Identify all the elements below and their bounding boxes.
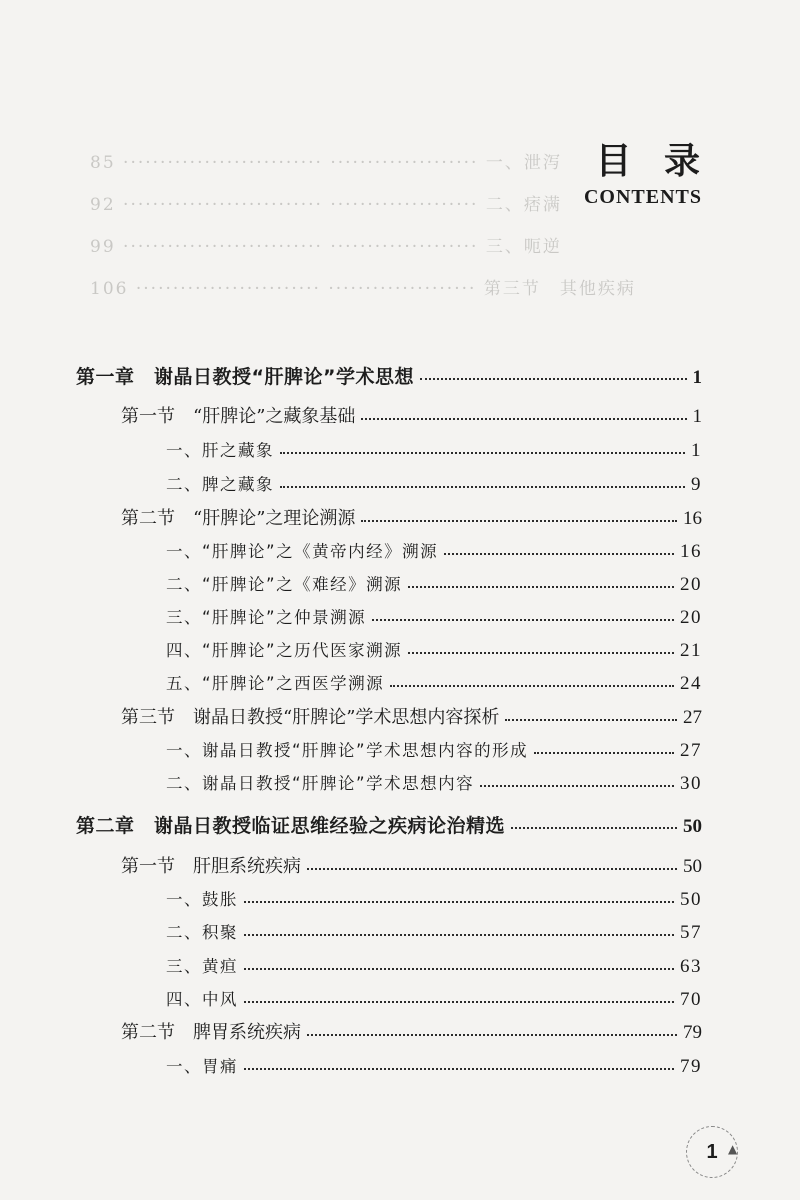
bleed-through-text: 92 ··························· ···················· 二、痞满 — [90, 195, 562, 215]
toc-page-number: 50 — [680, 889, 702, 910]
toc-label: 一、胃痛 — [166, 1057, 238, 1076]
dot-leader — [534, 752, 674, 754]
toc-page-number: 9 — [691, 474, 702, 495]
toc-label: 一、“肝脾论”之《黄帝内经》溯源 — [166, 542, 439, 561]
toc-page-number: 27 — [683, 707, 702, 728]
toc-page-number: 1 — [692, 406, 702, 427]
toc-entry-item[interactable] — [166, 885, 702, 915]
toc-label: 第三节 谢晶日教授“肝脾论”学术思想内容探析 — [121, 707, 500, 728]
toc-label: 第一节 肝胆系统疾病 — [121, 856, 301, 877]
toc-page-number: 20 — [680, 574, 702, 595]
toc-entry-item[interactable] — [166, 736, 702, 766]
toc-entry-section[interactable] — [121, 703, 702, 733]
toc-page-number: 27 — [680, 740, 702, 761]
dot-leader — [244, 901, 674, 903]
dot-leader — [505, 719, 677, 721]
toc-entry-item[interactable] — [166, 769, 702, 799]
toc-entry-item[interactable] — [166, 603, 702, 633]
toc-entry-item[interactable] — [166, 470, 702, 500]
toc-label: 一、鼓胀 — [166, 890, 238, 909]
toc-entry-section[interactable] — [121, 504, 702, 534]
toc-label: 第二章 谢晶日教授临证思维经验之疾病论治精选 — [76, 815, 506, 837]
toc-label: 三、黄疸 — [166, 957, 238, 976]
toc-entry-section[interactable] — [121, 1018, 702, 1048]
toc-entry-item[interactable] — [166, 537, 702, 567]
toc-page-number: 24 — [680, 673, 702, 694]
toc-label: 三、“肝脾论”之仲景溯源 — [166, 608, 367, 627]
toc-page-number: 1 — [692, 367, 702, 388]
dot-leader — [244, 1068, 674, 1070]
toc-entry-item[interactable] — [166, 918, 702, 948]
toc-page-number: 16 — [683, 508, 702, 529]
toc-label: 二、“肝脾论”之《难经》溯源 — [166, 575, 403, 594]
dot-leader — [361, 418, 686, 420]
dot-leader — [420, 378, 687, 380]
toc-entry-section[interactable] — [121, 852, 702, 882]
dot-leader — [244, 1001, 674, 1003]
toc-entry-item[interactable] — [166, 570, 702, 600]
dot-leader — [511, 827, 677, 829]
toc-entry-chapter[interactable] — [76, 362, 702, 392]
toc-label: 第二节 脾胃系统疾病 — [121, 1022, 301, 1043]
dot-leader — [307, 868, 677, 870]
dot-leader — [408, 586, 674, 588]
arrow-icon: ▲ — [728, 1142, 738, 1156]
toc-label: 二、积聚 — [166, 923, 238, 942]
bleed-through-text: 99 ··························· ···················· 三、呃逆 — [90, 237, 562, 257]
toc-page-number: 50 — [683, 856, 702, 877]
toc-entry-section[interactable] — [121, 402, 702, 432]
toc-entry-chapter[interactable] — [76, 811, 702, 841]
toc-page-number: 63 — [680, 956, 702, 977]
toc-label: 第二节 “肝脾论”之理论溯源 — [121, 508, 356, 529]
dot-leader — [244, 934, 674, 936]
dot-leader — [444, 553, 674, 555]
bleed-through-text: 106 ························· ···················· 第三节 其他疾病 — [90, 279, 636, 299]
toc-label: 五、“肝脾论”之西医学溯源 — [166, 674, 385, 693]
dot-leader — [361, 520, 677, 522]
dot-leader — [280, 486, 685, 488]
toc-page-number: 30 — [680, 773, 702, 794]
toc-label: 二、谢晶日教授“肝脾论”学术思想内容 — [166, 774, 475, 793]
bleed-through-text: 85 ··························· ···················· 一、泄泻 — [90, 153, 562, 173]
toc-page-number: 50 — [683, 816, 702, 837]
contents-title — [583, 140, 710, 209]
dot-leader — [372, 619, 674, 621]
toc-page-number: 20 — [680, 607, 702, 628]
dot-leader — [390, 685, 674, 687]
toc-label: 二、脾之藏象 — [166, 475, 274, 494]
toc-page-number: 1 — [691, 440, 702, 461]
toc-label: 一、肝之藏象 — [166, 441, 274, 460]
toc-entry-item[interactable] — [166, 985, 702, 1015]
toc-label: 第一章 谢晶日教授“肝脾论”学术思想 — [76, 366, 414, 388]
dot-leader — [244, 968, 674, 970]
toc-label: 四、“肝脾论”之历代医家溯源 — [166, 641, 403, 660]
toc-page-number: 79 — [683, 1022, 702, 1043]
toc-label: 四、中风 — [166, 990, 238, 1009]
toc-page-number: 16 — [680, 541, 702, 562]
toc-page-number: 21 — [680, 640, 702, 661]
page-number: 1 — [706, 1140, 718, 1163]
toc-entry-item[interactable] — [166, 436, 702, 466]
toc-page-number: 70 — [680, 989, 702, 1010]
dot-leader — [480, 785, 674, 787]
dot-leader — [307, 1034, 677, 1036]
toc-page-number: 79 — [680, 1056, 702, 1077]
title-english: CONTENTS — [583, 186, 702, 208]
toc-entry-item[interactable] — [166, 1052, 702, 1082]
toc-label: 一、谢晶日教授“肝脾论”学术思想内容的形成 — [166, 741, 529, 760]
toc-label: 第一节 “肝脾论”之藏象基础 — [121, 406, 356, 427]
dot-leader — [408, 652, 674, 654]
toc-page-number: 57 — [680, 922, 702, 943]
dot-leader — [280, 452, 685, 454]
title-chinese: 目 录 — [595, 141, 710, 182]
toc-entry-item[interactable] — [166, 636, 702, 666]
toc-entry-item[interactable] — [166, 952, 702, 982]
toc-entry-item[interactable] — [166, 669, 702, 699]
